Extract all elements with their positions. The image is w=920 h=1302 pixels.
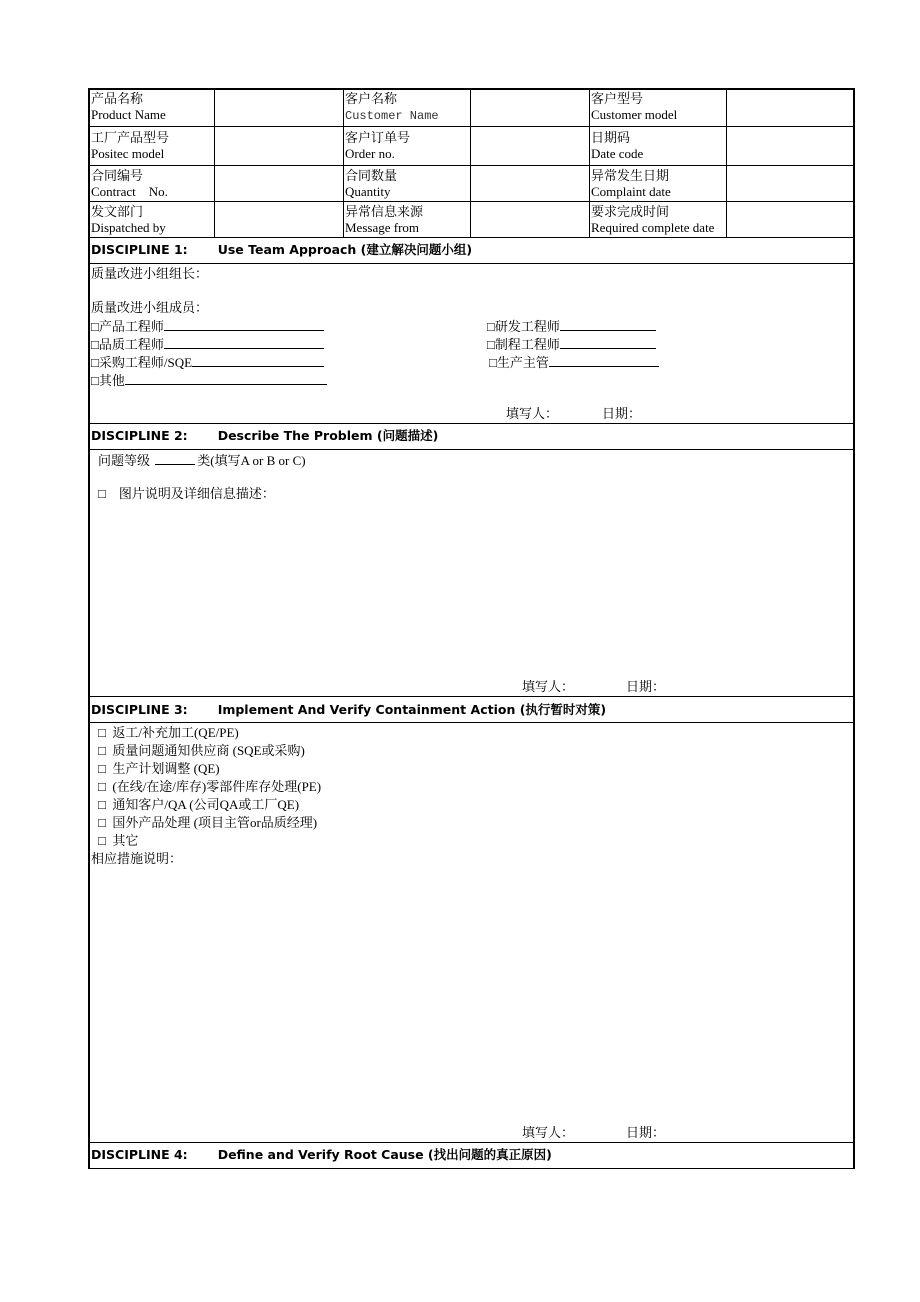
- d2-date-label: 日期：: [626, 679, 666, 694]
- d3-filler-label: 填写人：: [522, 1125, 575, 1140]
- measures-notes-label: 相应措施说明：: [91, 851, 183, 866]
- message-from-label: 异常信息来源 Message from: [345, 204, 424, 235]
- containment-item[interactable]: □ 返工/补充加工(QE/PE): [98, 725, 239, 740]
- divider: [343, 88, 344, 237]
- date-code-label: 日期码 Date code: [591, 130, 644, 161]
- containment-item[interactable]: □ 国外产品处理 (项目主管or品质经理): [98, 815, 318, 830]
- d2-filler-label: 填写人：: [522, 679, 575, 694]
- customer-model-field[interactable]: [727, 89, 851, 125]
- team-leader-label: 质量改进小组组长：: [91, 266, 209, 281]
- discipline-1-header: DISCIPLINE 1: Use Team Approach (建立解决问题小组): [91, 242, 473, 257]
- d3-date-label: 日期：: [626, 1125, 666, 1140]
- divider: [88, 1142, 853, 1143]
- detail-description-checkbox[interactable]: □ 图片说明及详细信息描述：: [98, 486, 275, 501]
- discipline-4-header: DISCIPLINE 4: Define and Verify Root Cause (找出问题的真正原因): [91, 1147, 552, 1162]
- quantity-label: 合同数量 Quantity: [345, 168, 398, 199]
- positec-model-label: 工厂产品型号 Positec model: [91, 130, 170, 161]
- divider: [88, 722, 853, 723]
- customer-name-field[interactable]: [471, 89, 588, 125]
- product-name-label: 产品名称 Product Name: [91, 91, 166, 122]
- role-rd-engineer[interactable]: □研发工程师: [487, 318, 656, 335]
- contract-no-label: 合同编号 Contract No.: [91, 168, 168, 199]
- divider: [88, 449, 853, 450]
- divider: [88, 263, 853, 264]
- divider: [88, 423, 853, 424]
- discipline-2-header: DISCIPLINE 2: Describe The Problem (问题描述): [91, 428, 439, 443]
- customer-model-label: 客户型号 Customer model: [591, 91, 678, 122]
- divider: [88, 696, 853, 697]
- product-name-field[interactable]: [215, 89, 342, 125]
- problem-level[interactable]: 问题等级 类(填写A or B or C): [98, 453, 306, 468]
- role-production-supervisor[interactable]: □生产主管: [489, 354, 659, 371]
- d1-date-label: 日期：: [602, 406, 642, 421]
- discipline-3-header: DISCIPLINE 3: Implement And Verify Containment Action (执行暂时对策): [91, 702, 607, 717]
- required-date-label: 要求完成时间 Required complete date: [591, 204, 715, 235]
- role-other[interactable]: □其他: [91, 372, 327, 389]
- containment-item[interactable]: □ (在线/在途/库存)零部件库存处理(PE): [98, 779, 322, 794]
- team-members-label: 质量改进小组成员：: [91, 300, 209, 315]
- role-quality-engineer[interactable]: □品质工程师: [91, 336, 324, 353]
- containment-item[interactable]: □ 通知客户/QA (公司QA或工厂QE): [98, 797, 300, 812]
- role-purchasing-sqe[interactable]: □采购工程师/SQE: [91, 354, 324, 371]
- containment-item[interactable]: □ 生产计划调整 (QE): [98, 761, 220, 776]
- role-process-engineer[interactable]: □制程工程师: [487, 336, 656, 353]
- complaint-date-label: 异常发生日期 Complaint date: [591, 168, 671, 199]
- dispatched-by-label: 发文部门 Dispatched by: [91, 204, 166, 235]
- order-no-label: 客户订单号 Order no.: [345, 130, 411, 161]
- containment-item[interactable]: □ 质量问题通知供应商 (SQE或采购): [98, 743, 305, 758]
- customer-name-label: 客户名称 Customer Name: [345, 91, 439, 123]
- divider: [88, 237, 853, 238]
- d1-filler-label: 填写人：: [506, 406, 559, 421]
- containment-item[interactable]: □ 其它: [98, 833, 139, 848]
- role-product-engineer[interactable]: □产品工程师: [91, 318, 324, 335]
- divider: [589, 88, 590, 237]
